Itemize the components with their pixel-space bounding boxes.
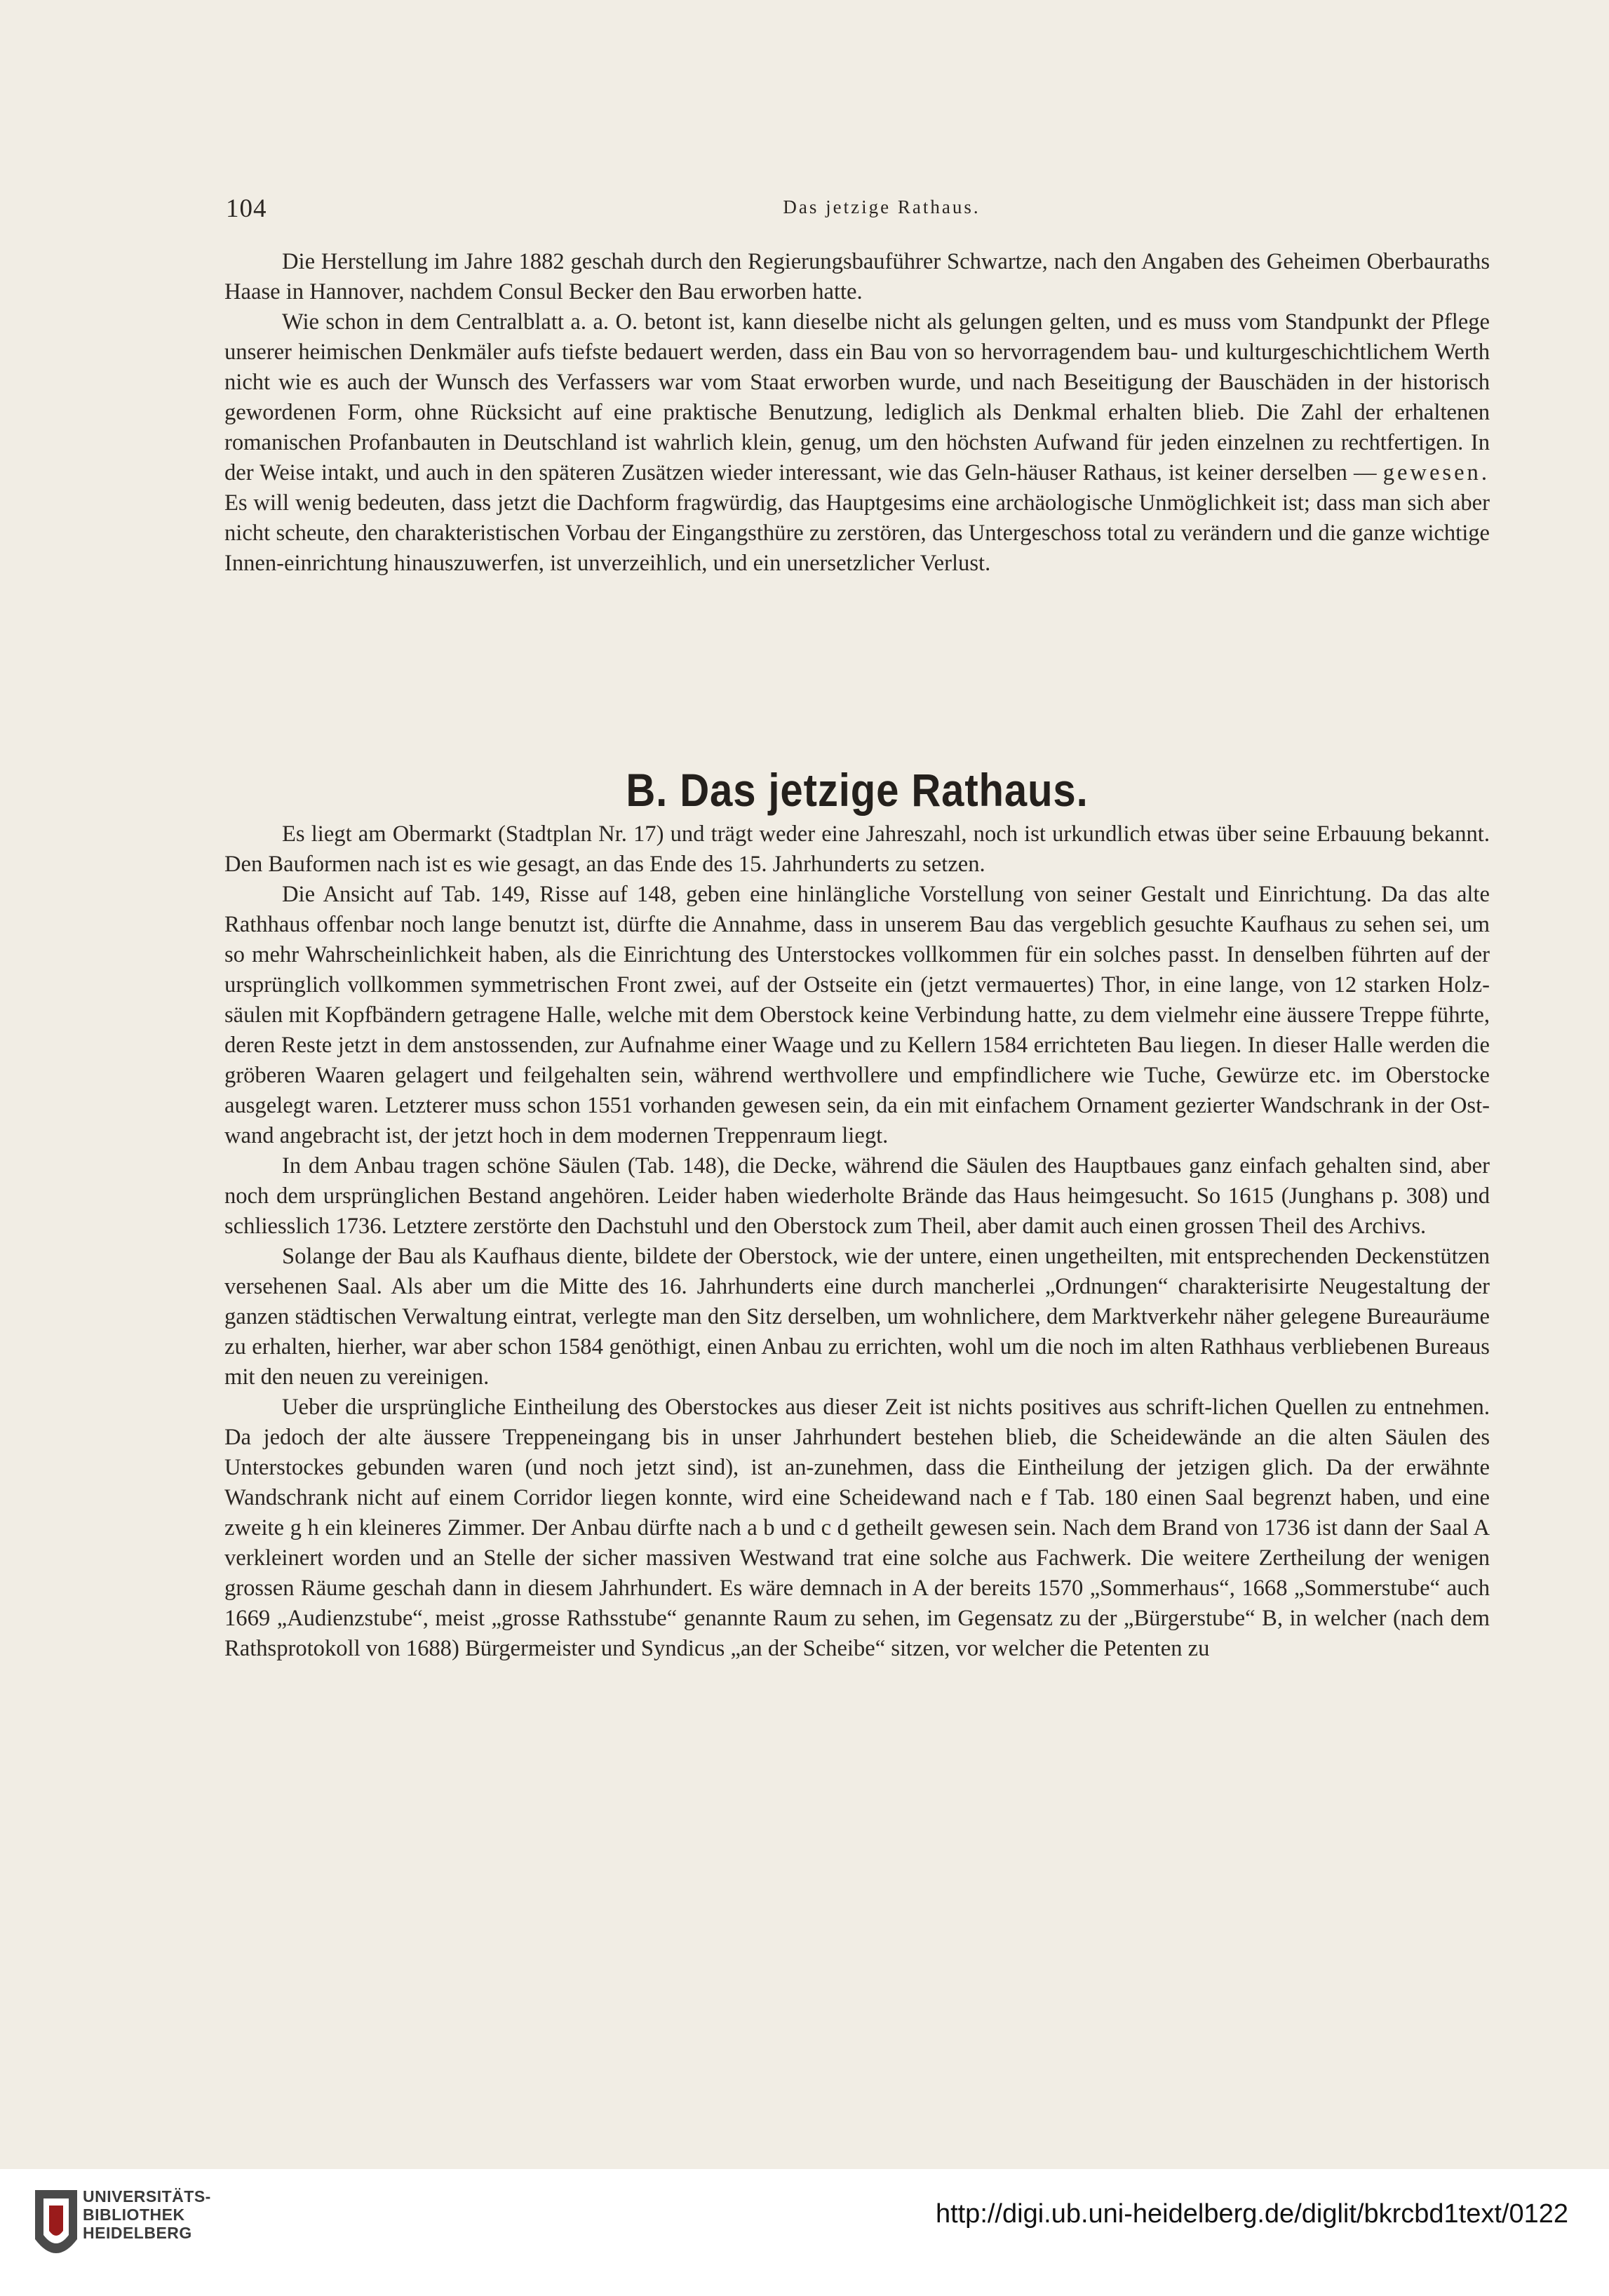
paragraph-text: Wie schon in dem Centralblatt a. a. O. betont ist, kann dieselbe nicht als gelungen gelten, und es muss vom Standpunkt der Pflege unserer heimischen Denkmäler aufs tiefste bedauert werden, dass ein Bau von so hervorragendem bau- und kulturgeschichtlichem Werth nicht wie es auch der Wunsch des Verfassers war vom Staat erworben wurde, und nach Beseitigung der Bauschäden in der historisch gewordenen Form, ohne Rücksicht auf eine praktische Benutzung, lediglich als Denkmal erhalten blieb. Die Zahl der erhaltenen romanischen Profanbauten in Deutschland ist wahrlich klein, genug, um den höchsten Aufwand für jeden einzelnen zu rechtfertigen. In der Weise intakt, und auch in den späteren Zusätzen wieder interessant, wie das Geln-häuser Rathaus, ist keiner derselben — (224, 309, 1490, 485)
library-name (83, 2187, 211, 2242)
running-title: Das jetzige Rathaus. (783, 196, 981, 217)
paragraph: Die Ansicht auf Tab. 149, Risse auf 148, geben eine hinlängliche Vorstellung von seiner Gestalt und Einrichtung. Da das alte Rathhaus offenbar noch lange benutzt ist, dürfte die Annahme, dass in unserem Bau das vergeblich gesuchte Kaufhaus zu sehen sei, um so mehr Wahrscheinlichkeit haben, als die Einrichtung des Unterstockes vollkommen für ein solches passt. In denselben führten auf der ursprünglich vollkommen symmetrischen Front zwei, auf der Ostseite ein (jetzt vermauertes) Thor, in eine lange, von 12 starken Holz-säulen mit Kopfbändern getragene Halle, welche mit dem Oberstock keine Verbindung hatte, zu dem vielmehr eine äussere Treppe führte, deren Reste jetzt in dem anstossenden, zur Aufnahme einer Waage und zu Kellern 1584 errichteten Bau liegen. In dieser Halle werden die gröberen Waaren gelagert und feilgehalten sein, während werthvollere und empfindlichere wie Tuche, Gewürze etc. im Oberstocke ausgelegt waren. Letzterer muss schon 1551 vorhanden gewesen sein, da ein mit einfachem Ornament gezierter Wandschrank in der Ost-wand angebracht ist, der jetzt hoch in dem modernen Treppenraum liegt. (224, 882, 1490, 1148)
section-b-text (224, 819, 1490, 1664)
paragraph: Es liegt am Obermarkt (Stadtplan Nr. 17) und trägt weder eine Jahreszahl, noch ist urkundlich etwas über seine Erbauung bekannt. Den Bauformen nach ist es wie gesagt, an das Ende des 15. Jahrhunderts zu setzen. (224, 821, 1490, 877)
footer-bar (0, 2169, 1609, 2296)
page-header (226, 194, 1537, 229)
paragraph: Die Herstellung im Jahre 1882 geschah durch den Regierungsbauführer Schwartze, nach den Angaben des Geheimen Oberbauraths Haase in Hannover, nachdem Consul Becker den Bau erworben hatte. (224, 249, 1490, 304)
paragraph: Ueber die ursprüngliche Eintheilung des Oberstockes aus dieser Zeit ist nichts positives aus schrift-lichen Quellen zu entnehmen. Da jedoch der alte äussere Treppeneingang bis in unser Jahrhundert bestehen blieb, die Scheidewände an die alten Säulen des Unterstockes gebunden waren (und noch jetzt sind), ist an-zunehmen, dass die Eintheilung der jetzigen glich. Da der erwähnte Wandschrank nicht auf einem Corridor liegen konnte, wird eine Scheidewand nach e f Tab. 180 einen Saal begrenzt haben, und eine zweite g h ein kleineres Zimmer. Der Anbau dürfte nach a b und c d getheilt gewesen sein. Nach dem Brand von 1736 ist dann der Saal A verkleinert worden und an Stelle der sicher massiven Westwand trat eine solche aus Fachwerk. Die weitere Zertheilung der wenigen grossen Räume geschah dann in diesem Jahrhundert. Es wäre demnach in A der bereits 1570 „Sommerhaus“, 1668 „Sommerstube“ auch 1669 „Audienzstube“, meist „grosse Rathsstube“ genannte Raum zu sehen, im Gegensatz zu der „Bürgerstube“ B, in welcher (nach dem Rathsprotokoll von 1688) Bürgermeister und Syndicus „an der Scheibe“ sitzen, vor welcher die Petenten zu (224, 1395, 1490, 1661)
emphasized-word: gewesen. (1382, 460, 1490, 485)
paragraph-continuation: Es will wenig bedeuten, dass jetzt die Dachform fragwürdig, das Hauptgesims eine archäologische Unmöglichkeit ist; dass man sich aber nicht scheute, den charakteristischen Vorbau der Eingangsthüre zu zerstören, das Untergeschoss total zu verändern und die ganze wichtige Innen-einrichtung hinauszuwerfen, ist unverzeihlich, und ein unersetzlicher Verlust. (224, 490, 1490, 576)
section-heading: B. Das jetzige Rathaus. (626, 764, 1089, 816)
page-number: 104 (226, 194, 267, 223)
paragraph: In dem Anbau tragen schöne Säulen (Tab. 148), die Decke, während die Säulen des Hauptbaues ganz einfach gehalten sind, aber noch dem ursprünglichen Bestand angehören. Leider haben wiederholte Brände das Haus heimgesucht. So 1615 (Junghans p. 308) und schliesslich 1736. Letztere zerstörte den Dachstuhl und den Oberstock zum Theil, aber damit auch einen grossen Theil des Archivs. (224, 1153, 1490, 1239)
library-name-line: HEIDELBERG (83, 2224, 192, 2242)
section-a-text (224, 247, 1490, 579)
paragraph (224, 307, 1490, 579)
source-url-link[interactable]: http://digi.ub.uni-heidelberg.de/diglit/bkrcbd1text/0122 (935, 2199, 1568, 2229)
library-name-line: UNIVERSITÄTS- (83, 2187, 211, 2206)
paragraph: Solange der Bau als Kaufhaus diente, bildete der Oberstock, wie der untere, einen ungetheilten, mit entsprechenden Deckenstützen versehenen Saal. Als aber um die Mitte des 16. Jahrhunderts eine durch mancherlei „Ordnungen“ charakterisirte Neugestaltung der ganzen städtischen Verwaltung eintrat, verlegte man den Sitz derselben, um wohnlichere, dem Marktverkehr näher gelegene Bureauräume zu erhalten, hierher, war aber schon 1584 genöthigt, einen Anbau zu errichten, wohl um die noch im alten Rathhaus verbliebenen Bureaus mit den neuen zu vereinigen. (224, 1244, 1490, 1390)
library-name-line: BIBLIOTHEK (83, 2206, 185, 2224)
